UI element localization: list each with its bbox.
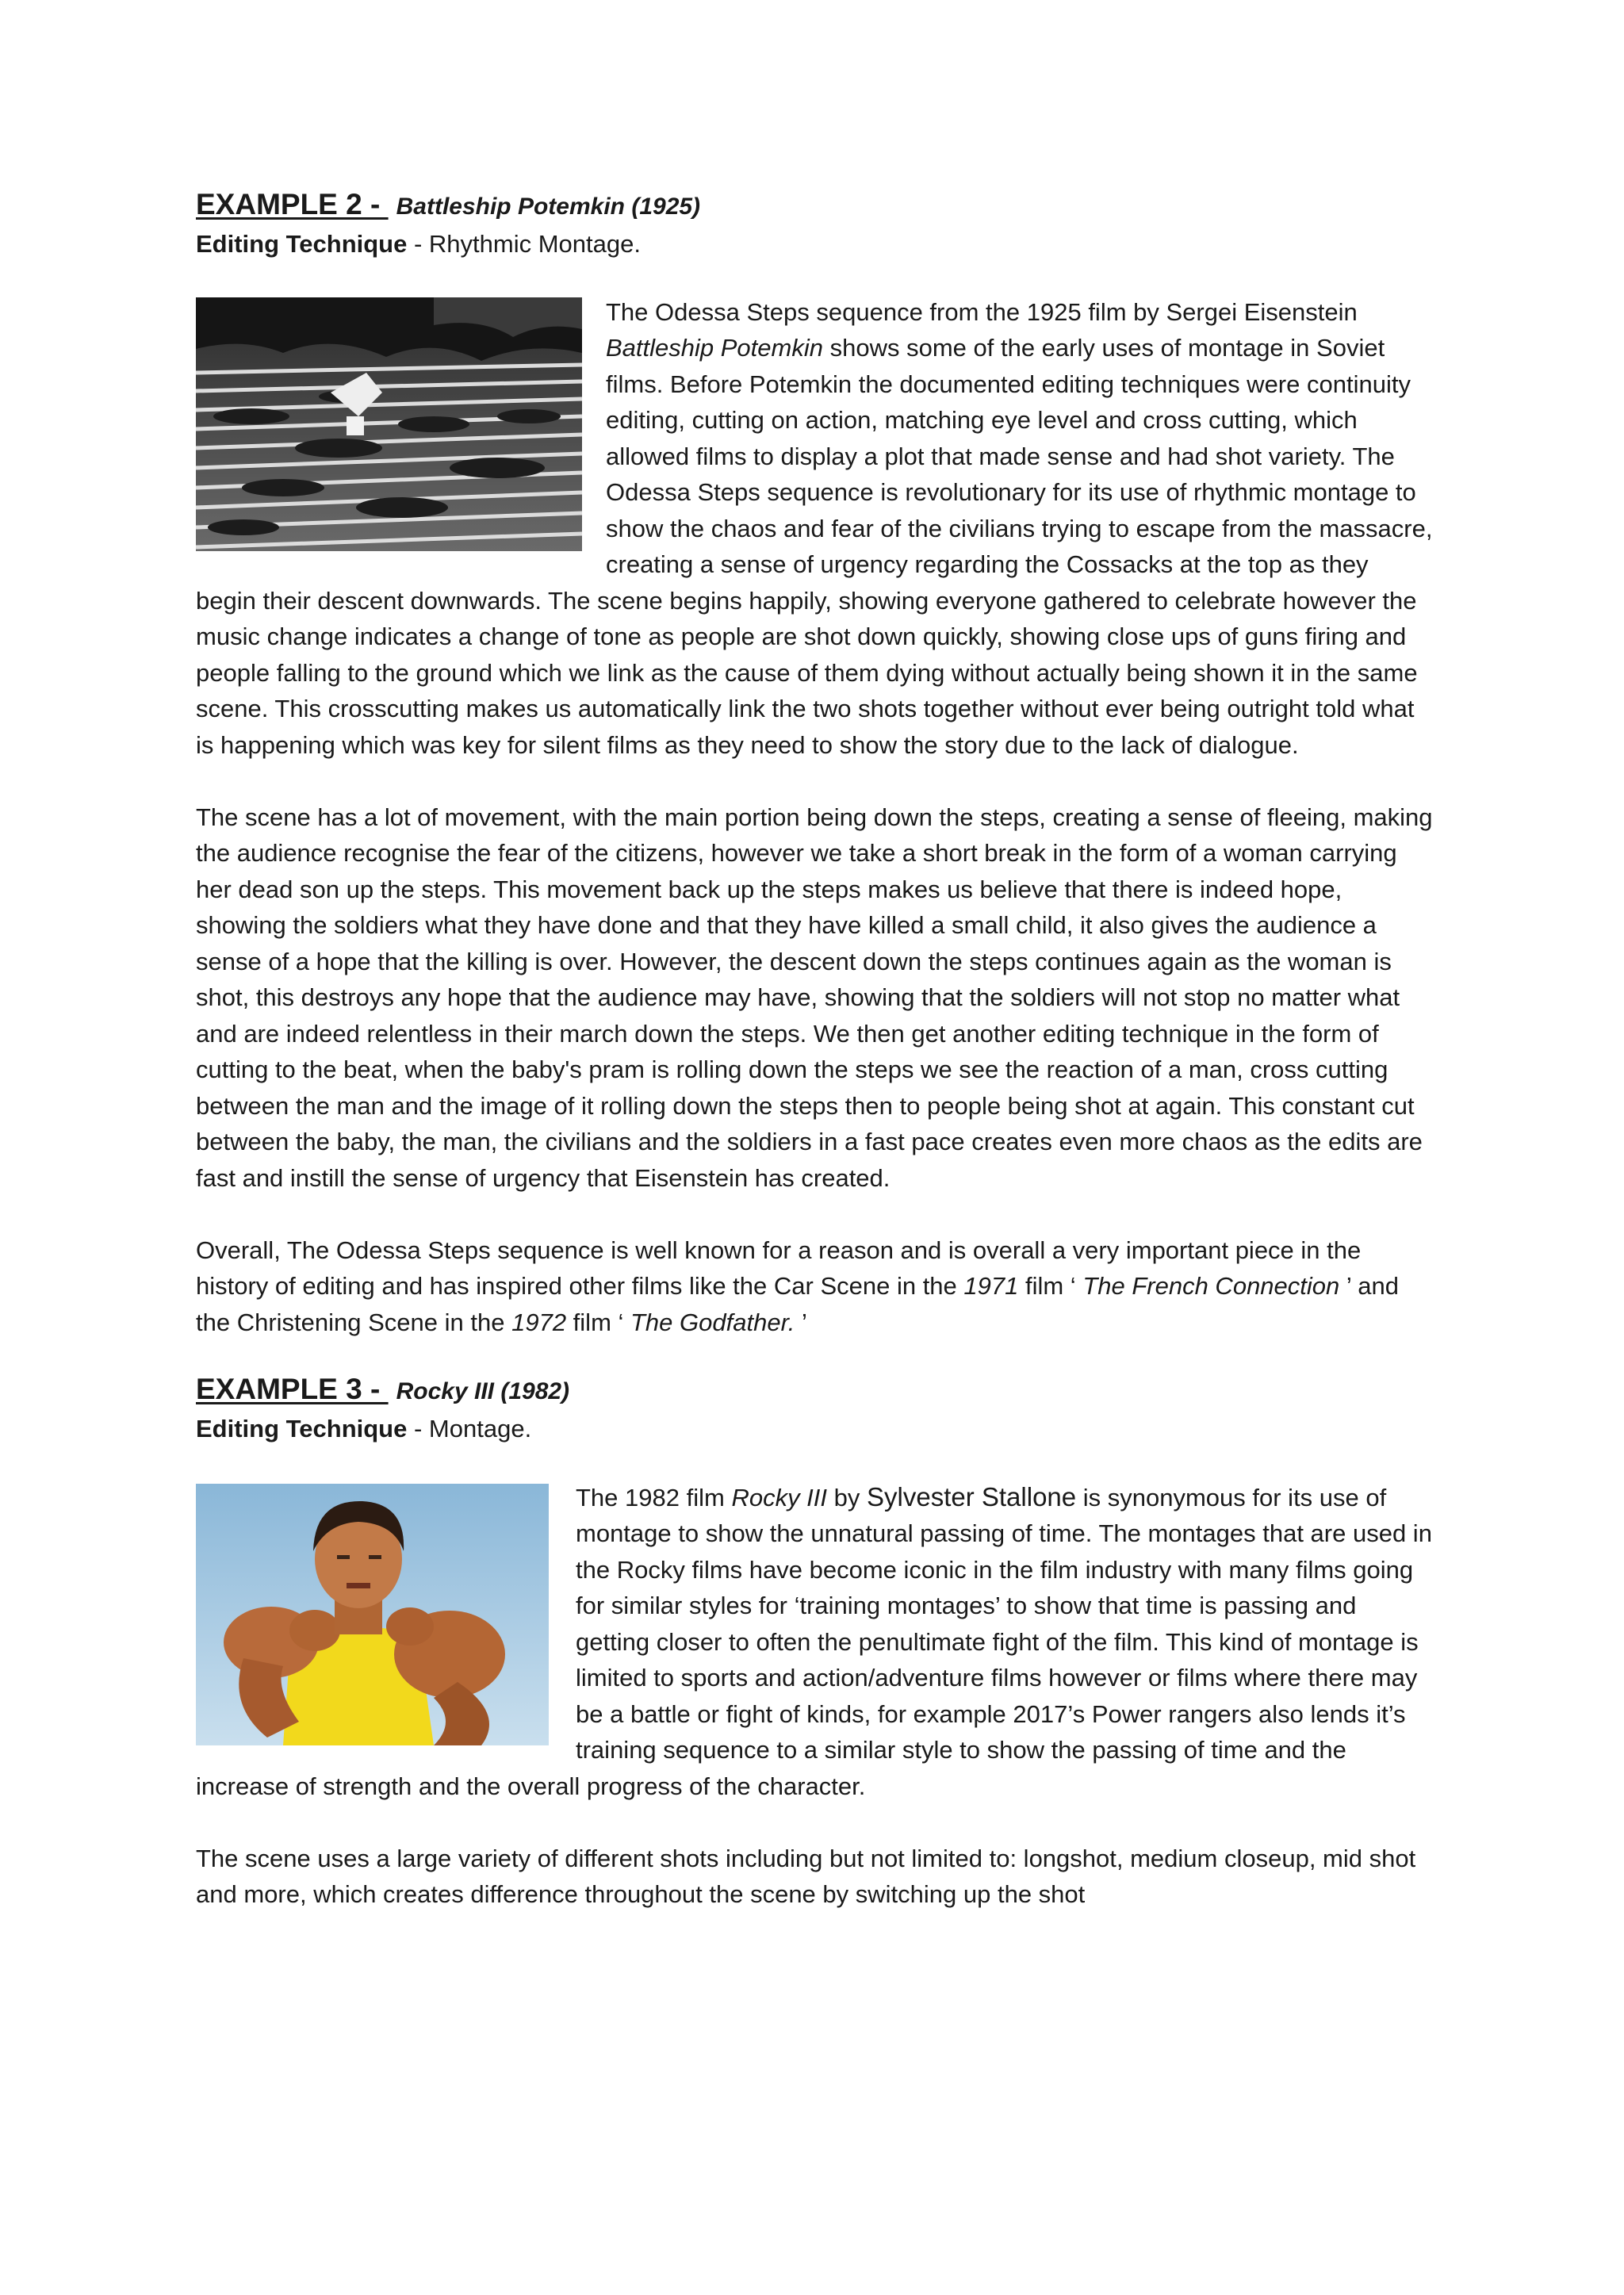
- example-3-section: [196, 1372, 1433, 1913]
- example-3-label: EXAMPLE 3 -: [196, 1373, 389, 1405]
- paragraph-text: Overall, The Odessa Steps sequence is well known for a reason and is overall a very important piece in the history of editing and has inspired other films like the Car Scene in the: [196, 1236, 1362, 1300]
- paragraph-text: The 1982 film: [576, 1483, 732, 1511]
- example-3-film-title: Rocky III (1982): [396, 1378, 570, 1404]
- film-title-italic: The French Connection: [1082, 1272, 1340, 1300]
- example-3-paragraph-2: The scene uses a large variety of different shots including but not limited to: longshot, medium closeup, mid shot and more, which creates difference throughout the scene by switching up the shot: [196, 1844, 1416, 1908]
- example-3-heading: [196, 1372, 1433, 1409]
- example-2-paragraph-3: [196, 1232, 1433, 1341]
- paragraph-text: film ‘: [1018, 1272, 1083, 1300]
- odessa-steps-photo: [196, 297, 582, 551]
- example-3-technique: [196, 1411, 1433, 1447]
- director-name: Sylvester Stallone: [867, 1481, 1077, 1511]
- example-2-film-title: Battleship Potemkin (1925): [396, 193, 701, 220]
- paragraph-text: shows some of the early uses of montage in Soviet films. Before Potemkin the documented editing techniques were continuity editing, cutting on action, matching eye level and cross cutting, which allowed films to display a plot that made sense and had shot variety. The Odessa Steps sequence is revolutionary for its use of rhythmic montage to show the chaos and fear of the civilians trying to escape from the massacre, creating a sense of urgency regarding the Cossacks at the top as they begin their descent downwards. The scene begins happily, showing everyone gathered to celebrate however the music change indicates a change of tone as people are shot down quickly, showing close ups of guns firing and people falling to the ground which we link as the cause of them dying without actually being shown it in the same scene. This crosscutting makes us automatically link the two shots together without ever being outright told what is happening which was key for silent films as they need to show the story due to the lack of dialogue.: [196, 334, 1433, 759]
- example-2-label: EXAMPLE 2 -: [196, 188, 389, 220]
- example-2-paragraph-2: The scene has a lot of movement, with the main portion being down the steps, creating a sense of fleeing, making the audience recognise the fear of the citizens, however we take a short break in the form of a woman carrying her dead son up the steps. This movement back up the steps makes us believe that there is indeed hope, showing the soldiers what they have done and that they have killed a small child, it also gives the audience a sense of a hope that the killing is over. However, the descent down the steps continues again as the woman is shot, this destroys any hope that the audience may have, showing that the soldiers will not stop no matter what and are indeed relentless in their march down the steps. We then get another editing technique in the form of cutting to the beat, when the baby's pram is rolling down the steps we see the reaction of a man, cross cutting between the man and the image of it rolling down the steps then to people being shot at again. This constant cut between the baby, the man, the civilians and the soldiers in a fast pace creates even more chaos as the edits are fast and instill the sense of urgency that Eisenstein has created.: [196, 803, 1433, 1192]
- film-title-italic: Battleship Potemkin: [606, 334, 823, 362]
- rocky-running-photo: [196, 1484, 549, 1745]
- technique-value: - Rhythmic Montage.: [407, 230, 641, 258]
- paragraph-text: The Odessa Steps sequence from the 1925 film by Sergei Eisenstein: [606, 297, 1358, 326]
- film-title-italic: The Godfather.: [630, 1308, 795, 1336]
- example-2-technique: [196, 226, 1433, 262]
- technique-label: Editing Technique: [196, 1415, 408, 1443]
- paragraph-text: ’: [795, 1308, 807, 1336]
- technique-label: Editing Technique: [196, 230, 408, 258]
- paragraph-text: ’ and the Christening Scene in the: [196, 1272, 1399, 1336]
- paragraph-text: film ‘: [566, 1308, 630, 1336]
- paragraph-text: by: [827, 1483, 867, 1511]
- example-2-heading: [196, 187, 1433, 224]
- technique-value: - Montage.: [407, 1415, 532, 1443]
- year-italic: 1971: [963, 1272, 1019, 1300]
- document-content: [196, 187, 1433, 1913]
- example-2-section: [196, 187, 1433, 1340]
- year-italic: 1972: [511, 1308, 567, 1336]
- film-title-italic: Rocky III: [731, 1483, 828, 1511]
- paragraph-text: is synonymous for its use of montage to show the unnatural passing of time. The montages that are used in the Rocky films have become iconic in the film industry with many films going for similar styles for ‘training montages’ to show that time is passing and getting closer to often the penultimate fight of the film. This kind of montage is limited to sports and action/adventure films however or films where there may be a battle or fight of kinds, for example 2017’s Power rangers also lends it’s training sequence to a similar style to show the passing of time and the increase of strength and the overall progress of the character.: [196, 1483, 1432, 1800]
